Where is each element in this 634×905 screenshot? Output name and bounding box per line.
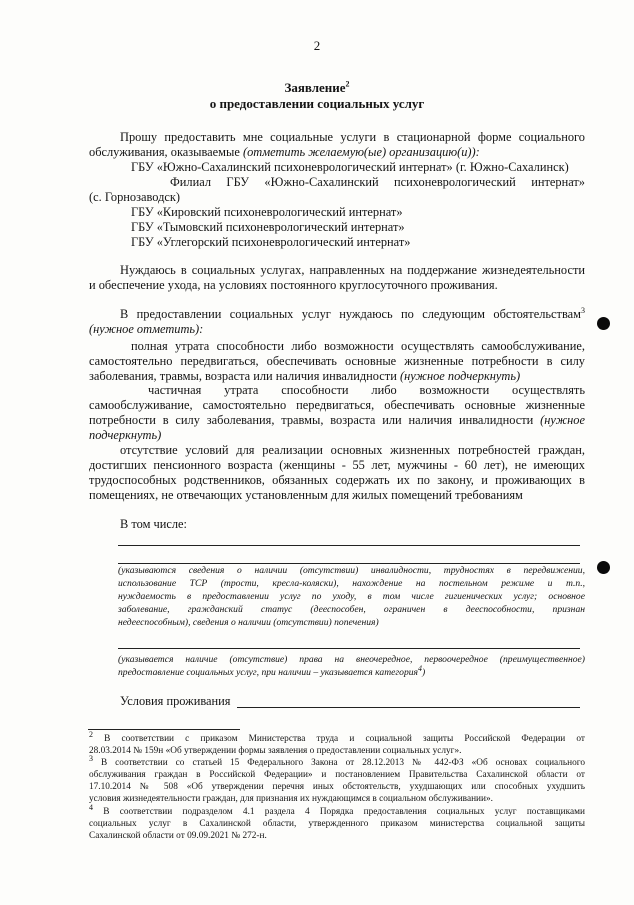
punch-hole-mark-top [597, 317, 610, 330]
circumstance-option-3[interactable]: отсутствие условий для реализации основных жизненных потребностей граждан, [120, 443, 585, 457]
circumstance-option-2-line-2: самообслуживание, самостоятельно передвигаться, обеспечивать основные жизненные [89, 398, 585, 412]
document-subtitle: о предоставлении социальных услуг [209, 96, 425, 111]
circumstance-option-1[interactable]: полная утрата способности либо возможности осуществлять самообслуживание, [131, 339, 585, 353]
footnote-3-line-2: обслуживания граждан в Российской Федерации» и постановлением Правительства Сахалинской области от [89, 770, 585, 780]
page-number: 2 [313, 38, 321, 53]
title-text: Заявление [284, 80, 346, 95]
circumstance-option-3-line-4: помещениях, не отвечающих установленным для жилых помещений требованиям [89, 488, 523, 502]
note-2-footnote-ref: 4 [418, 663, 422, 673]
note-2-line-2 [118, 663, 426, 679]
note-2-line-1: (указывается наличие (отсутствие) права на внеочередное, первоочередное (преимущественное) [118, 654, 585, 665]
footnote-3-line-4: условия жизнедеятельности граждан, для признания их нуждающимся в социальном обслуживании». [89, 794, 493, 804]
intro-line-1: Прошу предоставить мне социальные услуги в стационарной форме социального [120, 130, 585, 144]
living-conditions-label: Условия проживания [120, 694, 231, 708]
note-1-line-1: (указываются сведения о наличии (отсутствии) инвалидности, трудностях в передвижении, [118, 565, 585, 576]
footnote-2-line-1 [89, 729, 585, 746]
footnote-4-line-1 [89, 802, 585, 819]
circumstance-option-2-line-4: подчеркнуть) [89, 428, 162, 442]
intro-hint: (отметить желаемую(ые) организацию(и)): [242, 145, 480, 159]
footnote-4-text: В соответствии подразделом 4.1 раздела 4 Порядка предоставления социальных услуг поставщиками [93, 807, 585, 817]
org-option-4[interactable]: ГБУ «Тымовский психоневрологический интернат» [131, 220, 405, 234]
circumstances-line-1 [120, 307, 585, 322]
opt1-hint: (нужное подчеркнуть) [399, 369, 521, 383]
org-option-1[interactable]: ГБУ «Южно-Сахалинский психоневрологический интернат» (г. Южно-Сахалинск) [131, 160, 569, 174]
footnote-3-line-3: 17.10.2014 № 508 «Об утверждении перечня иных обстоятельств, ухудшающих или способных ухудшить [89, 782, 585, 792]
note-2-close: ) [422, 667, 426, 678]
note-1-line-5: недееспособным), сведения о наличии (отсутствии) попечения) [118, 617, 379, 628]
org-option-3[interactable]: ГБУ «Кировский психоневрологический интернат» [131, 205, 403, 219]
document-title [0, 80, 634, 96]
circumstances-text: В предоставлении социальных услуг нуждаюсь по следующим обстоятельствам [120, 307, 581, 321]
note-1-line-3: нуждаемость в предоставлении услуг по уходу, в том числе гигиенических услуг; основное [118, 591, 585, 602]
including-field-line-1[interactable] [118, 545, 580, 546]
footnote-4-number: 4 [89, 802, 93, 812]
note-1-line-2: использование ТСР (трости, кресла-коляски), нахождение на постельном режиме и т.п., [118, 578, 585, 589]
including-label: В том числе: [120, 517, 187, 531]
opt2-hint: (нужное [540, 413, 585, 427]
circumstance-option-2[interactable]: частичная утрата способности либо возможности осуществлять [148, 383, 585, 397]
circumstance-option-3-line-2: достигших пенсионного возраста (женщины - 55 лет, мужчины - 60 лет), не имеющих [89, 458, 585, 472]
intro-text: обслуживания, оказываемые [89, 145, 243, 159]
org-option-5[interactable]: ГБУ «Углегорский психоневрологический интернат» [131, 235, 411, 249]
title-footnote-ref: 2 [345, 79, 350, 89]
intro-line-2 [89, 145, 480, 160]
circumstance-option-1-line-3 [89, 369, 520, 384]
footnote-2-text: В соответствии с приказом Министерства труда и социальной защиты Российской Федерации от [93, 734, 585, 744]
footnote-4-line-3: Сахалинской области от 09.09.2021 № 272-н. [89, 831, 267, 841]
footnote-2-number: 2 [89, 729, 93, 739]
circumstance-option-3-line-3: трудоспособных родственников, обязанных содержать их по закону, и проживающих в [89, 473, 585, 487]
footnote-3-line-1 [89, 753, 585, 770]
footnote-4-line-2: социальных услуг в Сахалинской области, утвержденного приказом министерства социальной защиты [89, 819, 585, 829]
circumstance-option-2-line-3 [89, 413, 585, 428]
opt1-text: заболевания, травмы, возраста или наличия инвалидности [89, 369, 400, 383]
org-option-2-location: (с. Горнозаводск) [89, 190, 181, 204]
need-line-1: Нуждаюсь в социальных услугах, направленных на поддержание жизнедеятельности [120, 263, 585, 277]
circumstance-option-1-line-2: самостоятельно передвигаться, обеспечивать основные жизненные потребности в силу [89, 354, 585, 368]
opt2-text: потребности в силу заболевания, травмы, возраста или наличия инвалидности [89, 413, 541, 427]
note-2-text: предоставление социальных услуг, при наличии – указывается категория [118, 667, 418, 678]
footnote-3-number: 3 [89, 753, 93, 763]
circumstances-hint: (нужное отметить): [89, 322, 204, 336]
circumstances-footnote-ref: 3 [581, 305, 585, 315]
footnote-divider [88, 729, 240, 730]
living-conditions-field[interactable] [237, 707, 580, 708]
note-1-line-4: заболевание, гражданский статус (дееспособен, ограничен в дееспособности, признан [118, 604, 585, 615]
need-line-2: и обеспечение ухода, на условиях постоянного круглосуточного проживания. [89, 278, 498, 292]
org-option-2[interactable]: Филиал ГБУ «Южно-Сахалинский психоневрологический интернат» [170, 175, 585, 189]
footnote-3-text: В соответствии со статьей 15 Федерального Закона от 28.12.2013 № 442-ФЗ «Об основах социального [93, 758, 585, 768]
punch-hole-mark-bottom [597, 561, 610, 574]
including-field-line-2[interactable] [118, 563, 580, 564]
priority-field-line[interactable] [118, 648, 580, 649]
footnote-2-line-2: 28.03.2014 № 159н «Об утверждении формы заявления о предоставлении социальных услуг». [89, 746, 462, 756]
